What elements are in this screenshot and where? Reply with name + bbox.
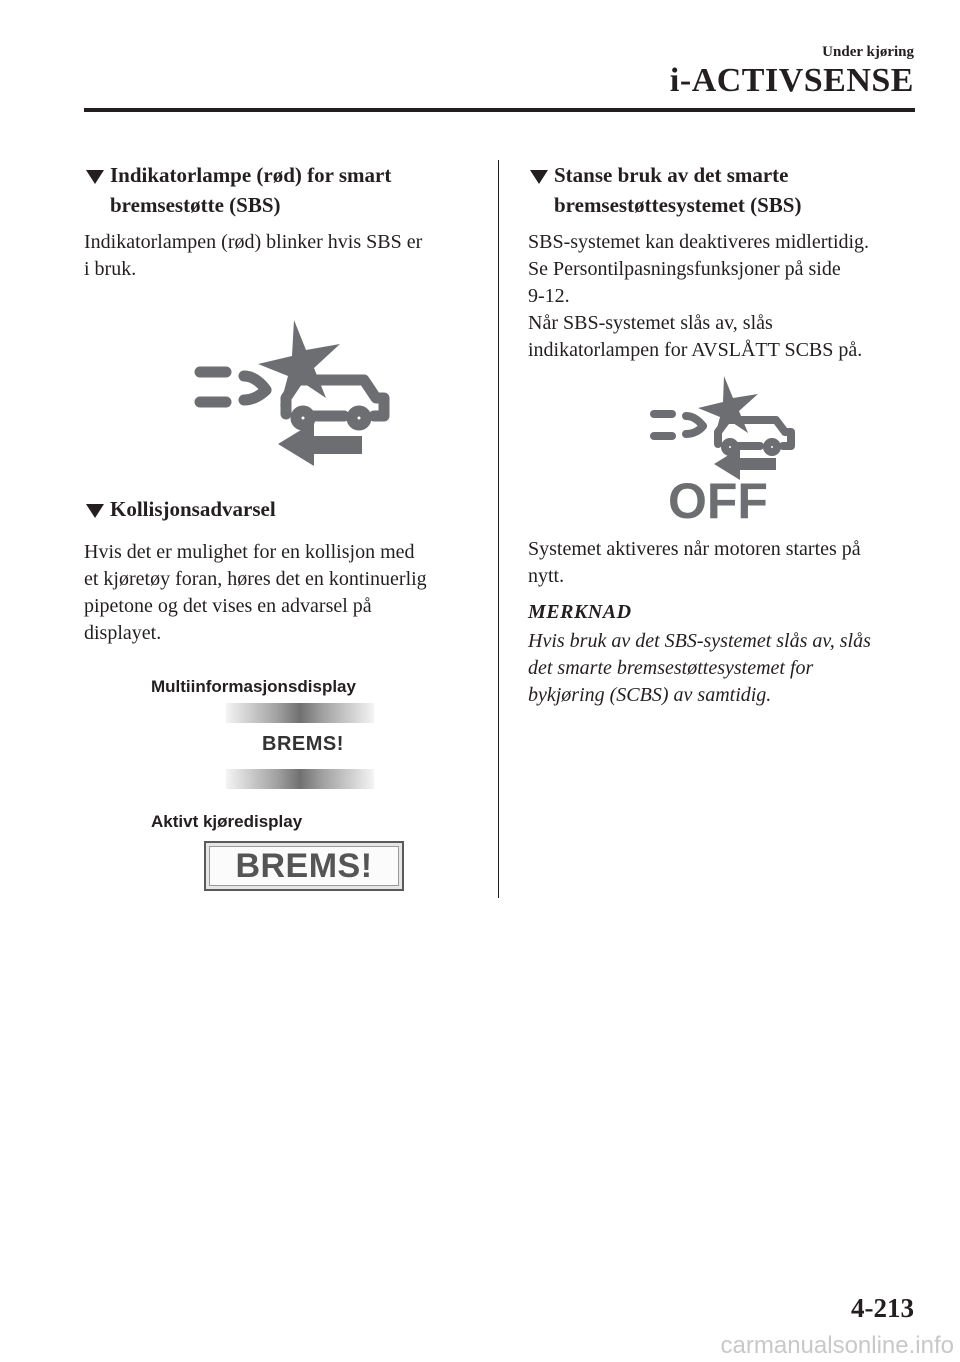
multi-info-display-label: Multiinformasjonsdisplay — [151, 677, 356, 696]
header-section-title: Under kjøring — [822, 44, 914, 60]
active-driving-display-label: Aktivt kjøredisplay — [151, 812, 303, 831]
section-marker-icon — [86, 504, 104, 518]
paragraph-system-reactivate: Systemet aktiveres når motoren startes på nytt. — [528, 538, 861, 587]
multi-info-warning-text: BREMS! — [262, 733, 344, 755]
active-driving-warning-box: BREMS! — [204, 841, 404, 891]
heading-stop-sbs: Stanse bruk av det smarte bremsestøttesystemet (SBS) — [554, 160, 801, 220]
paragraph-stop-sbs: SBS-systemet kan deaktiveres midlertidig. Se Persontilpasningsfunksjoner på side 9-12. Når SBS-systemet slås av, slås indikatorlampen for AVSLÅTT SCBS på. — [528, 231, 870, 361]
header-rule — [84, 108, 915, 112]
paragraph-sbs-indicator: Indikatorlampen (rød) blinker hvis SBS er i bruk. — [84, 231, 423, 280]
off-text: OFF — [668, 473, 768, 522]
display-gradient-top — [226, 703, 374, 723]
heading-sbs-indicator: Indikatorlampe (rød) for smart bremsestøtte (SBS) — [110, 160, 391, 220]
paragraph-collision-warning: Hvis det er mulighet for en kollisjon med et kjøretøy foran, høres det en kontinuerlig pipetone og det vises en advarsel på displayet. — [84, 541, 427, 644]
section-marker-icon — [530, 170, 548, 184]
header-chapter-title: i-ACTIVSENSE — [669, 62, 914, 99]
note-text: Hvis bruk av det SBS-systemet slås av, slås det smarte bremsestøttesystemet for bykjøring (SCBS) av samtidig. — [528, 630, 871, 706]
section-marker-icon — [86, 170, 104, 184]
sbs-indicator-icon — [190, 320, 400, 470]
scbs-off-indicator-icon — [648, 376, 804, 522]
heading-collision-warning: Kollisjonsadvarsel — [110, 494, 276, 524]
column-divider — [498, 160, 499, 898]
note-title: MERKNAD — [528, 601, 632, 623]
page-number: 4-213 — [851, 1293, 914, 1323]
display-gradient-bottom — [226, 769, 374, 789]
watermark: carmanualsonline.info — [720, 1332, 954, 1359]
